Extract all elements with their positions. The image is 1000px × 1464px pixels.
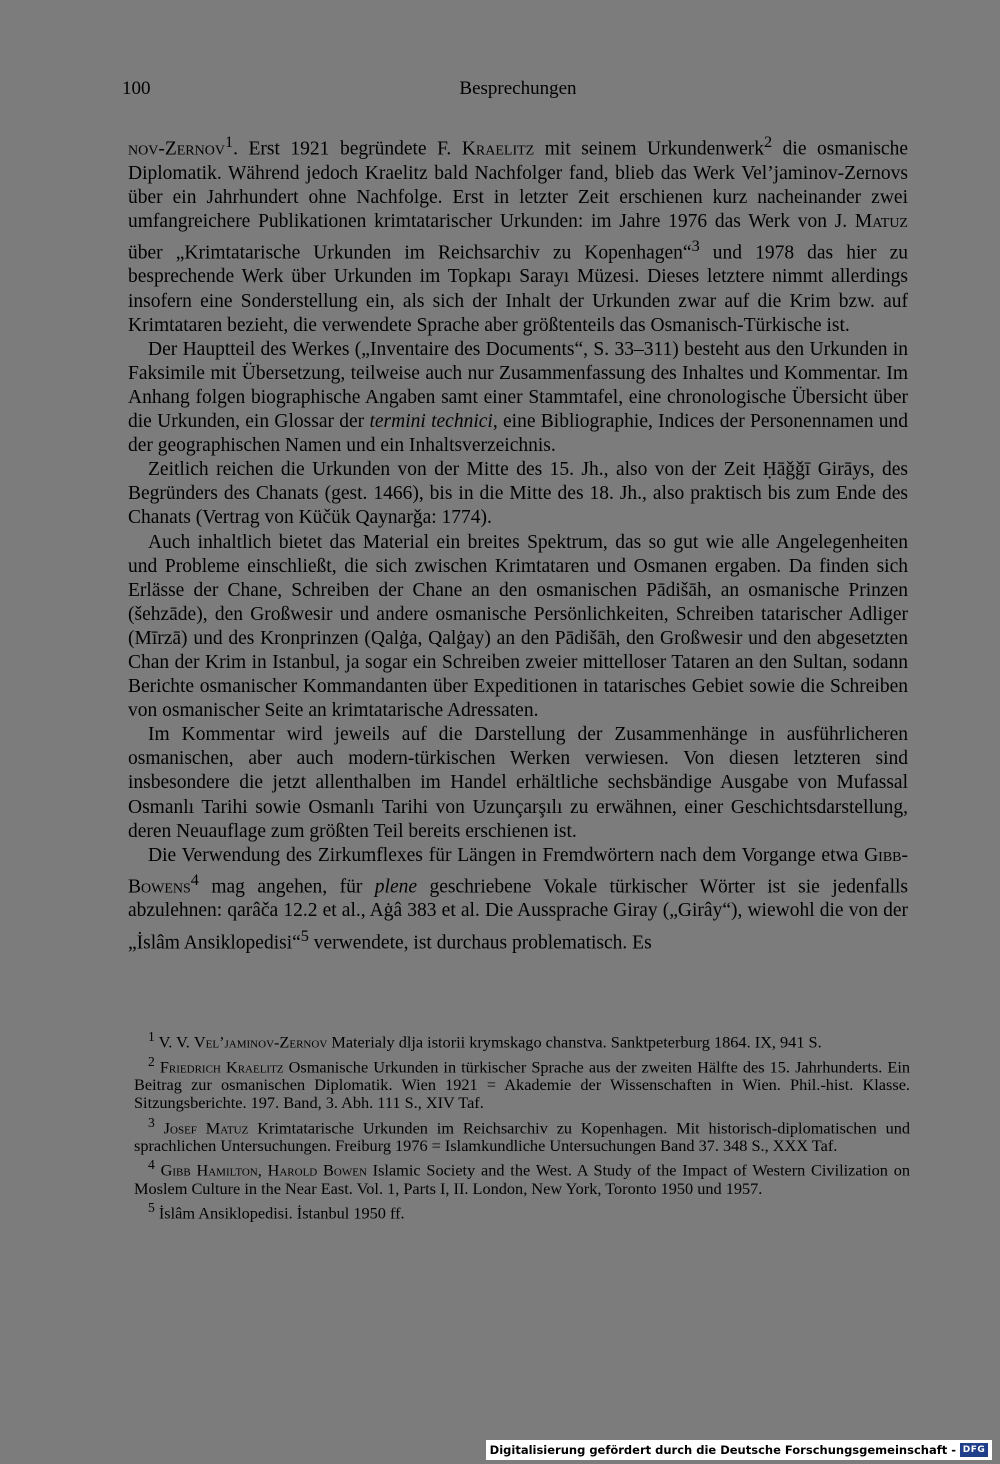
paragraph-1 bbox=[128, 130, 908, 338]
footnote-marker: 4 bbox=[148, 1157, 155, 1173]
dfg-logo-icon: DFG bbox=[960, 1443, 988, 1457]
text-run: Krimtatarische Urkunden im Reichsarchiv zu Kopenhagen. Mit historisch-diplomatischen und sprachlichen Untersuchungen. Freiburg 1976 = Islamkundliche Untersuchungen Band 37. 348 S., XXX Taf. bbox=[134, 1118, 911, 1156]
paragraph-2 bbox=[128, 338, 908, 458]
text-run: , eine Bibliographie, Indices der Personennamen und der geographischen Namen und ein Inhaltsverzeichnis. bbox=[128, 411, 908, 457]
digitization-credit bbox=[486, 1440, 992, 1460]
author-name: Matuz bbox=[854, 210, 908, 232]
footnote-marker: 4 bbox=[190, 870, 199, 889]
text-run: . Erst 1921 begründete F. bbox=[233, 138, 462, 160]
footnote-marker: 1 bbox=[148, 1029, 155, 1044]
paragraph-4: Auch inhaltlich bietet das Material ein breites Spektrum, das so gut wie alle Angelegenheiten und Probleme einschließt, die sich zwischen Krimtataren und Osmanen ergaben. Da finden sich Erlässe der Chane, Schreiben der Chane an den osmanischen Pādišāh, an osmanische Prinzen (šehzāde), den Großwesir und andere osmanische Persönlichkeiten, Schreiben tatarischer Adliger (Mīrzā) und des Kronprinzen (Qalġa, Qalġay) an den Pādišāh, den Großwesir und den abgesetzten Chan der Krim in Istanbul, ja sogar ein Schreiben zweier mittelloser Tataren an den Sultan, sodann Berichte osmanischer Kommandanten über Expeditionen in tatarisches Gebiet sowie die Schreiben von osmanischer Seite an krimtatarische Adressaten. bbox=[128, 531, 908, 722]
text-run: die osmanische Diplomatik. Während jedoch Kraelitz bald Nachfolger fand, blieb das Werk Vel’jaminov-Zernovs über ein Jahrhundert ohne Nachfolge. Erst in letzter Zeit erschienen kurz nacheinander zwei umfangreichere Publikationen krimtatarischer Urkunden: im Jahre 1976 das Werk von J. bbox=[128, 138, 908, 232]
footnote-marker: 5 bbox=[148, 1200, 155, 1216]
footnote-marker: 1 bbox=[224, 133, 234, 151]
text-run bbox=[155, 1118, 164, 1137]
text-run: verwendete, ist durchaus problematisch. Es bbox=[308, 932, 652, 953]
page-header bbox=[122, 78, 908, 106]
footnote-5 bbox=[134, 1199, 910, 1223]
credit-text: Digitalisierung gefördert durch die Deutsche Forschungsgemeinschaft - bbox=[489, 1443, 956, 1457]
footnote-4 bbox=[134, 1156, 910, 1198]
italic-term: termini technici bbox=[369, 411, 493, 433]
footnote-2 bbox=[134, 1053, 910, 1113]
body-text bbox=[128, 130, 908, 955]
footnote-marker: 2 bbox=[148, 1053, 155, 1069]
text-run: mit seinem Urkundenwerk bbox=[534, 138, 765, 160]
author-name: Gibb-Bowens bbox=[128, 844, 908, 898]
author-name: Kraelitz bbox=[461, 138, 535, 160]
italic-term: plene bbox=[374, 876, 418, 898]
text-run: und 1978 das hier zu besprechende Werk über Urkunden im Topkapı Sarayı Müzesi. Dieses letztere nimmt allerdings insofern eine Sonderstellung ein, als sich der Inhalt der Urkunden zwar auf die Krim bzw. auf Krimtataren bezieht, die verwendete Sprache aber größtenteils das Osmanisch-Türkische ist. bbox=[128, 242, 909, 336]
footnotes bbox=[134, 1028, 910, 1224]
text-run: geschriebene Vokale türkischer Wörter ist sie jedenfalls abzulehnen: qarâča 12.2 et al., Aġâ 383 et al. Die Aussprache Giray („Girây“), wiewohl die von der „İslâm Ansiklopedisi“ bbox=[128, 876, 908, 953]
text-run: mag angehen, für bbox=[198, 876, 375, 898]
author-name: Friedrich Kraelitz bbox=[159, 1057, 284, 1077]
paragraph-3: Zeitlich reichen die Urkunden von der Mitte des 15. Jh., also von der Zeit Ḥāǧǧī Girāys, des Begründers des Chanats (gest. 1466), bis in die Mitte des 18. Jh., also praktisch bis zum Ende des Chanats (Vertrag von Küčük Qaynarǧa: 1774). bbox=[128, 459, 908, 529]
text-run: İslâm Ansiklopedisi. İstanbul 1950 ff. bbox=[154, 1203, 405, 1223]
text-run: Materialy dlja istorii krymskago chanstva. Sanktpeterburg 1864. IX, 941 S. bbox=[327, 1032, 822, 1052]
text-run: Osmanische Urkunden in türkischer Sprache aus der zweiten Hälfte des 15. Jahrhunderts. Ein Beitrag zur osmanischen Diplomatik. Wien 1921 = Akademie der Wissenschaften in Wien. Phil.-hist. Klasse. Sitzungsberichte. 197. Band, 3. Abh. 111 S., XIV Taf. bbox=[134, 1057, 911, 1113]
paragraph-6 bbox=[128, 844, 908, 955]
footnote-marker: 3 bbox=[148, 1114, 155, 1130]
text-run: Islamic Society and the West. A Study of the Impact of Western Civilization on Moslem Culture in the Near East. Vol. 1, Parts I, II. London, New York, Toronto 1950 und 1957. bbox=[134, 1160, 910, 1199]
text-run: über „Krimtatarische Urkunden im Reichsarchiv zu Kopenhagen“ bbox=[128, 242, 692, 264]
author-name: Josef Matuz bbox=[163, 1118, 249, 1138]
text-run: Der Hauptteil des Werkes („Inventaire des Documents“, S. 33–311) besteht aus den Urkunden in Faksimile mit Übersetzung, teilweise auch nur Zusammenfassung des Inhaltes und Kommentar. Im Anhang folgen biographische Angaben samt einer Stammtafel, eine chronologische Übersicht über die Urkunden, ein Glossar der bbox=[128, 338, 908, 433]
paragraph-5: Im Kommentar wird jeweils auf die Darstellung der Zusammenhänge in ausführlicheren osmanischen, aber auch modern-türkischen Werken verwiesen. Von diesen letzteren sind insbesondere die jetzt allenthalben im Handel erhältliche sechsbändige Ausgabe von Mufassal Osmanlı Tarihi sowie Osmanlı Tarihi von Uzunçarşılı zu erwähnen, einer Geschichtsdarstellung, deren Neuauflage zum größten Teil bereits erschienen ist. bbox=[128, 724, 908, 842]
text-run: Die Verwendung des Zirkumflexes für Längen in Fremdwörtern nach dem Vorgange etwa bbox=[148, 844, 865, 866]
author-name: Gibb Hamilton, Harold Bowen bbox=[160, 1160, 367, 1180]
footnote-1 bbox=[134, 1028, 910, 1052]
text-run: V. V. bbox=[154, 1032, 194, 1052]
author-name: nov-Zernov bbox=[128, 138, 225, 160]
footnote-marker: 2 bbox=[764, 133, 773, 151]
running-title: Besprechungen bbox=[459, 78, 577, 99]
author-name: Vel’jaminov-Zernov bbox=[193, 1032, 328, 1052]
footnote-marker: 5 bbox=[300, 926, 309, 945]
footnote-marker: 3 bbox=[691, 236, 700, 255]
footnote-3 bbox=[134, 1114, 910, 1156]
page-number: 100 bbox=[122, 78, 151, 99]
